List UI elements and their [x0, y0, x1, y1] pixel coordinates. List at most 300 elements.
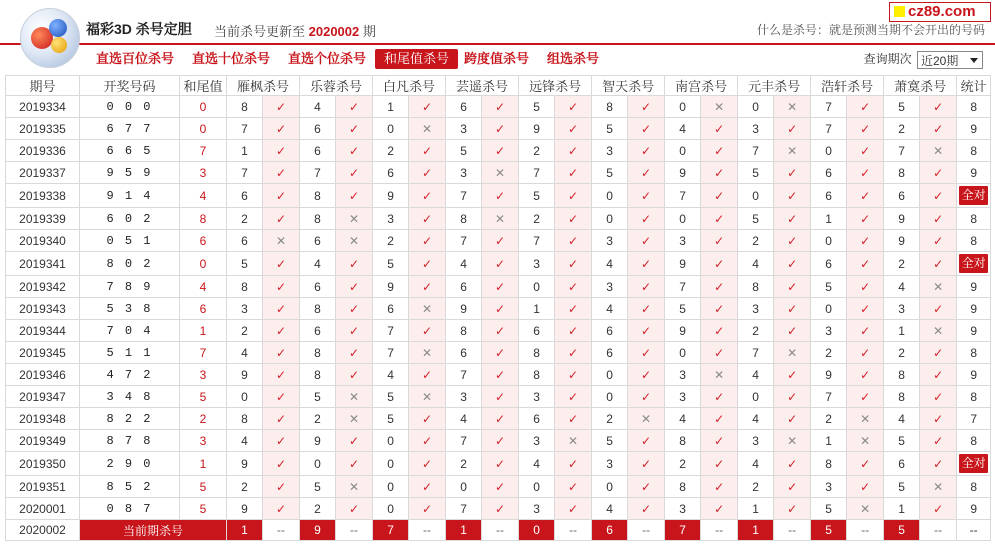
kill-number-cell: 2 — [811, 342, 847, 364]
check-icon — [555, 184, 592, 208]
check-mark: ✓ — [495, 367, 506, 382]
kill-number-cell: 9 — [884, 230, 920, 252]
cross-icon — [409, 342, 446, 364]
cross-mark: ✕ — [787, 433, 798, 448]
kill-number-cell: 3 — [446, 386, 482, 408]
check-mark: ✓ — [495, 188, 506, 203]
check-mark: ✓ — [787, 211, 798, 226]
kill-number-cell: 0 — [373, 118, 409, 140]
sum-tail-cell: 3 — [180, 430, 227, 452]
tab-units-kill[interactable]: 直选个位杀号 — [288, 51, 367, 66]
check-mark: ✓ — [348, 301, 360, 316]
kill-number-cell: 4 — [665, 118, 701, 140]
check-mark: ✓ — [933, 301, 944, 316]
kill-number-cell: 8 — [665, 476, 701, 498]
check-mark: ✓ — [275, 256, 287, 271]
kill-number-cell: 0 — [592, 184, 628, 208]
check-icon — [774, 118, 811, 140]
kill-number-cell: 3 — [738, 298, 774, 320]
kill-number-cell: 4 — [592, 298, 628, 320]
check-mark: ✓ — [860, 479, 871, 494]
kill-number-cell: 1 — [884, 320, 920, 342]
kill-number-cell: 1 — [373, 96, 409, 118]
kill-number-cell: 2 — [884, 118, 920, 140]
check-icon — [628, 430, 665, 452]
period-cell: 2019342 — [6, 276, 80, 298]
cross-icon — [920, 140, 957, 162]
query-label: 查询期次 — [863, 52, 912, 66]
check-icon — [847, 208, 884, 230]
check-icon — [628, 476, 665, 498]
check-icon — [336, 252, 373, 276]
check-mark: ✓ — [787, 279, 798, 294]
sum-tail-cell: 0 — [180, 252, 227, 276]
kill-number-description: 什么是杀号：就是预测当期不会开出的号码 — [756, 23, 985, 37]
check-icon — [263, 452, 300, 476]
pending-result: -- — [701, 520, 738, 541]
kill-number-cell: 9 — [665, 252, 701, 276]
check-icon — [263, 184, 300, 208]
check-mark: ✓ — [422, 501, 433, 516]
check-icon — [774, 230, 811, 252]
check-mark: ✓ — [422, 99, 433, 114]
check-mark: ✓ — [714, 211, 725, 226]
kill-number-cell: 6 — [227, 230, 263, 252]
check-mark: ✓ — [641, 165, 652, 180]
kill-number-cell: 2 — [519, 208, 555, 230]
check-icon — [263, 476, 300, 498]
check-icon — [482, 320, 519, 342]
draw-number-cell: 3 4 8 — [80, 386, 180, 408]
check-mark: ✓ — [641, 345, 652, 360]
kill-number-cell: 0 — [592, 208, 628, 230]
check-icon — [336, 184, 373, 208]
check-mark: ✓ — [568, 121, 579, 136]
kill-number-cell: 8 — [884, 386, 920, 408]
kill-number-cell: 9 — [227, 498, 263, 520]
kill-number-cell: 5 — [884, 430, 920, 452]
stat-cell: 9 — [957, 364, 991, 386]
check-mark: ✓ — [422, 323, 433, 338]
kill-number-cell: 4 — [884, 408, 920, 430]
check-mark: ✓ — [275, 211, 287, 226]
check-mark: ✓ — [495, 411, 506, 426]
kill-number-cell: 5 — [884, 476, 920, 498]
table-row — [6, 298, 991, 320]
sum-tail-cell: 3 — [180, 162, 227, 184]
check-mark: ✓ — [275, 323, 287, 338]
check-mark: ✓ — [348, 121, 360, 136]
check-mark: ✓ — [860, 211, 871, 226]
check-icon — [847, 476, 884, 498]
sum-tail-cell: 5 — [180, 498, 227, 520]
check-icon — [774, 298, 811, 320]
period-cell: 2019341 — [6, 252, 80, 276]
cross-icon — [555, 430, 592, 452]
stat-cell: 8 — [957, 140, 991, 162]
table-row — [6, 140, 991, 162]
check-mark: ✓ — [641, 121, 652, 136]
check-icon — [409, 452, 446, 476]
check-icon — [482, 184, 519, 208]
period-cell: 2019336 — [6, 140, 80, 162]
cross-icon — [409, 118, 446, 140]
check-icon — [482, 298, 519, 320]
site-logo[interactable] — [20, 8, 80, 68]
cross-icon — [482, 162, 519, 184]
check-icon — [847, 252, 884, 276]
check-icon — [336, 498, 373, 520]
check-icon — [628, 184, 665, 208]
kill-number-cell: 4 — [592, 498, 628, 520]
kill-number-cell: 4 — [519, 452, 555, 476]
tab-tens-kill[interactable]: 直选十位杀号 — [192, 51, 271, 66]
check-icon — [482, 252, 519, 276]
check-mark: ✓ — [275, 433, 287, 448]
check-mark: ✓ — [860, 99, 871, 114]
check-mark: ✓ — [860, 121, 871, 136]
check-mark: ✓ — [787, 479, 798, 494]
all-correct-badge[interactable]: 全对 — [959, 454, 988, 473]
check-icon — [409, 498, 446, 520]
kill-number-cell: 4 — [884, 276, 920, 298]
kill-number-cell: 3 — [446, 118, 482, 140]
check-icon — [774, 276, 811, 298]
check-mark: ✓ — [275, 188, 287, 203]
check-mark: ✓ — [568, 279, 579, 294]
kill-number-cell: 7 — [738, 342, 774, 364]
kill-number-cell: 7 — [811, 96, 847, 118]
cross-icon — [409, 386, 446, 408]
check-mark: ✓ — [275, 99, 287, 114]
check-mark: ✓ — [787, 411, 798, 426]
stat-cell: 8 — [957, 386, 991, 408]
check-icon — [409, 162, 446, 184]
kill-number-cell: 4 — [738, 452, 774, 476]
check-icon — [555, 364, 592, 386]
tab-group-kill[interactable]: 组选杀号 — [547, 51, 600, 66]
kill-number-cell: 5 — [373, 252, 409, 276]
check-mark: ✓ — [495, 301, 506, 316]
check-mark: ✓ — [641, 211, 652, 226]
check-icon — [263, 96, 300, 118]
check-mark: ✓ — [933, 121, 944, 136]
check-icon — [920, 498, 957, 520]
table-row — [6, 184, 991, 208]
check-icon — [701, 208, 738, 230]
period-select[interactable] — [917, 51, 983, 69]
chevron-down-icon — [970, 58, 978, 63]
check-icon — [555, 386, 592, 408]
cross-icon — [336, 386, 373, 408]
kill-number-cell: 0 — [665, 96, 701, 118]
check-icon — [847, 230, 884, 252]
current-kill-number: 1 — [227, 520, 263, 541]
check-icon — [628, 208, 665, 230]
check-icon — [628, 140, 665, 162]
check-mark: ✓ — [860, 301, 871, 316]
kill-number-cell: 2 — [738, 230, 774, 252]
check-icon — [847, 298, 884, 320]
kill-number-cell: 8 — [592, 96, 628, 118]
kill-number-cell: 4 — [227, 342, 263, 364]
logo-ball-icon — [49, 19, 67, 37]
check-mark: ✓ — [495, 345, 506, 360]
sum-tail-cell: 1 — [180, 452, 227, 476]
column-header: 统计 — [957, 76, 991, 96]
kill-number-cell: 8 — [227, 408, 263, 430]
draw-number-cell: 0 5 1 — [80, 230, 180, 252]
check-mark: ✓ — [568, 456, 579, 471]
check-icon — [555, 208, 592, 230]
sum-tail-cell: 2 — [180, 408, 227, 430]
check-icon — [920, 184, 957, 208]
stat-cell: 8 — [957, 208, 991, 230]
kill-number-cell: 7 — [811, 386, 847, 408]
kill-number-cell: 6 — [811, 252, 847, 276]
check-mark: ✓ — [568, 411, 579, 426]
check-icon — [555, 252, 592, 276]
tab-span-kill[interactable]: 跨度值杀号 — [464, 51, 530, 66]
check-icon — [628, 498, 665, 520]
cross-icon — [847, 430, 884, 452]
draw-number-cell: 0 0 0 — [80, 96, 180, 118]
cross-mark: ✕ — [714, 99, 725, 114]
check-icon — [628, 386, 665, 408]
kill-number-cell: 7 — [446, 364, 482, 386]
check-icon — [555, 498, 592, 520]
check-icon — [482, 342, 519, 364]
all-correct-badge[interactable]: 全对 — [959, 186, 988, 205]
draw-number-cell: 8 7 8 — [80, 430, 180, 452]
kill-number-cell: 8 — [300, 342, 336, 364]
kill-number-cell: 2 — [811, 408, 847, 430]
stat-cell: -- — [957, 520, 991, 541]
check-icon — [701, 140, 738, 162]
cross-icon — [263, 230, 300, 252]
check-icon — [847, 162, 884, 184]
period-cell: 2019351 — [6, 476, 80, 498]
cross-mark: ✕ — [933, 143, 944, 158]
check-mark: ✓ — [568, 211, 579, 226]
kill-number-cell: 0 — [592, 386, 628, 408]
check-mark: ✓ — [787, 323, 798, 338]
sum-tail-cell: 1 — [180, 320, 227, 342]
check-mark: ✓ — [933, 411, 944, 426]
cross-mark: ✕ — [495, 211, 506, 226]
kill-number-cell: 0 — [811, 298, 847, 320]
check-mark: ✓ — [422, 456, 433, 471]
kill-number-cell: 2 — [300, 408, 336, 430]
stat-cell: 9 — [957, 118, 991, 140]
sum-tail-cell: 5 — [180, 386, 227, 408]
check-mark: ✓ — [641, 389, 652, 404]
table-row — [6, 498, 991, 520]
check-mark: ✓ — [860, 323, 871, 338]
period-cell: 2019345 — [6, 342, 80, 364]
kill-number-cell: 7 — [227, 118, 263, 140]
period-query — [864, 49, 983, 69]
stat-cell — [957, 252, 991, 276]
period-cell: 2019338 — [6, 184, 80, 208]
all-correct-badge[interactable]: 全对 — [959, 254, 988, 273]
table-body — [6, 96, 991, 541]
table-row — [6, 276, 991, 298]
update-info — [214, 21, 376, 40]
cross-mark: ✕ — [422, 301, 433, 316]
pending-result: -- — [847, 520, 884, 541]
kill-number-cell: 4 — [373, 364, 409, 386]
kill-number-cell: 0 — [665, 342, 701, 364]
cross-mark: ✕ — [422, 389, 433, 404]
table-row — [6, 408, 991, 430]
column-header: 和尾值 — [180, 76, 227, 96]
check-icon — [336, 452, 373, 476]
kill-number-cell: 4 — [592, 252, 628, 276]
sum-tail-cell: 3 — [180, 364, 227, 386]
kill-number-cell: 2 — [592, 408, 628, 430]
kill-number-cell: 7 — [738, 140, 774, 162]
check-icon — [774, 320, 811, 342]
period-cell: 2019340 — [6, 230, 80, 252]
check-mark: ✓ — [495, 256, 506, 271]
check-icon — [920, 408, 957, 430]
kill-number-cell: 3 — [738, 430, 774, 452]
kill-number-cell: 6 — [446, 276, 482, 298]
check-icon — [847, 184, 884, 208]
kill-number-cell: 0 — [373, 452, 409, 476]
check-mark: ✓ — [495, 323, 506, 338]
kill-number-cell: 8 — [665, 430, 701, 452]
pending-result: -- — [336, 520, 373, 541]
pending-result: -- — [263, 520, 300, 541]
check-icon — [701, 118, 738, 140]
cross-icon — [701, 364, 738, 386]
check-mark: ✓ — [495, 433, 506, 448]
check-mark: ✓ — [714, 301, 725, 316]
stat-cell: 8 — [957, 96, 991, 118]
check-icon — [409, 96, 446, 118]
kill-number-cell: 8 — [884, 364, 920, 386]
check-mark: ✓ — [860, 279, 871, 294]
stat-cell — [957, 452, 991, 476]
check-mark: ✓ — [275, 367, 287, 382]
kill-number-cell: 5 — [300, 476, 336, 498]
update-suffix: 期 — [362, 24, 376, 39]
check-mark: ✓ — [275, 456, 287, 471]
page-header — [0, 0, 995, 44]
kill-number-cell: 7 — [373, 320, 409, 342]
kill-number-cell: 0 — [227, 386, 263, 408]
check-mark: ✓ — [422, 256, 433, 271]
check-mark: ✓ — [422, 433, 433, 448]
check-mark: ✓ — [568, 501, 579, 516]
kill-number-cell: 3 — [373, 208, 409, 230]
kill-number-cell: 0 — [373, 498, 409, 520]
kill-number-cell: 6 — [300, 118, 336, 140]
kill-number-cell: 2 — [227, 208, 263, 230]
column-header: 白凡杀号 — [373, 76, 446, 96]
cross-icon — [336, 408, 373, 430]
check-icon — [263, 320, 300, 342]
kill-number-cell: 6 — [300, 320, 336, 342]
cross-mark: ✕ — [348, 479, 360, 494]
check-mark: ✓ — [422, 211, 433, 226]
kill-number-cell: 2 — [446, 452, 482, 476]
pending-result: -- — [774, 520, 811, 541]
check-icon — [628, 252, 665, 276]
check-icon — [774, 184, 811, 208]
check-mark: ✓ — [348, 279, 360, 294]
table-row — [6, 230, 991, 252]
check-icon — [263, 364, 300, 386]
check-mark: ✓ — [641, 433, 652, 448]
check-mark: ✓ — [275, 279, 287, 294]
kill-number-cell: 0 — [519, 276, 555, 298]
kill-number-cell: 0 — [519, 476, 555, 498]
check-icon — [847, 386, 884, 408]
kill-number-cell: 7 — [446, 498, 482, 520]
tab-hundreds-kill[interactable]: 直选百位杀号 — [96, 51, 175, 66]
kill-number-cell: 0 — [738, 386, 774, 408]
check-mark: ✓ — [787, 233, 798, 248]
kill-number-cell: 3 — [811, 320, 847, 342]
kill-number-cell: 1 — [519, 298, 555, 320]
check-icon — [920, 252, 957, 276]
sum-tail-cell: 4 — [180, 184, 227, 208]
kill-number-cell: 5 — [592, 118, 628, 140]
tab-sum-tail-kill[interactable]: 和尾值杀号 — [375, 49, 458, 69]
check-icon — [701, 320, 738, 342]
check-mark: ✓ — [422, 279, 433, 294]
kill-number-cell: 4 — [738, 252, 774, 276]
kill-number-cell: 2 — [884, 342, 920, 364]
stat-cell: 9 — [957, 162, 991, 184]
check-mark: ✓ — [933, 233, 944, 248]
check-mark: ✓ — [714, 323, 725, 338]
kill-number-cell: 4 — [738, 408, 774, 430]
check-mark: ✓ — [787, 389, 798, 404]
check-icon — [409, 252, 446, 276]
check-icon — [701, 252, 738, 276]
check-icon — [555, 320, 592, 342]
check-mark: ✓ — [422, 188, 433, 203]
check-icon — [920, 386, 957, 408]
kill-number-cell: 6 — [519, 408, 555, 430]
site-badge[interactable] — [889, 2, 991, 22]
current-kill-number: 1 — [446, 520, 482, 541]
check-mark: ✓ — [641, 99, 652, 114]
check-mark: ✓ — [495, 389, 506, 404]
kill-number-table — [5, 75, 991, 541]
check-mark: ✓ — [860, 389, 871, 404]
check-mark: ✓ — [933, 165, 944, 180]
kill-number-cell: 7 — [446, 430, 482, 452]
check-mark: ✓ — [568, 143, 579, 158]
check-mark: ✓ — [495, 479, 506, 494]
check-mark: ✓ — [933, 367, 944, 382]
check-mark: ✓ — [714, 501, 725, 516]
check-mark: ✓ — [787, 501, 798, 516]
kill-number-cell: 2 — [227, 320, 263, 342]
check-icon — [628, 320, 665, 342]
check-icon — [555, 140, 592, 162]
kill-number-cell: 4 — [446, 408, 482, 430]
check-icon — [409, 364, 446, 386]
cross-mark: ✕ — [275, 233, 287, 248]
table-header-row — [6, 76, 991, 96]
kill-number-cell: 5 — [373, 408, 409, 430]
